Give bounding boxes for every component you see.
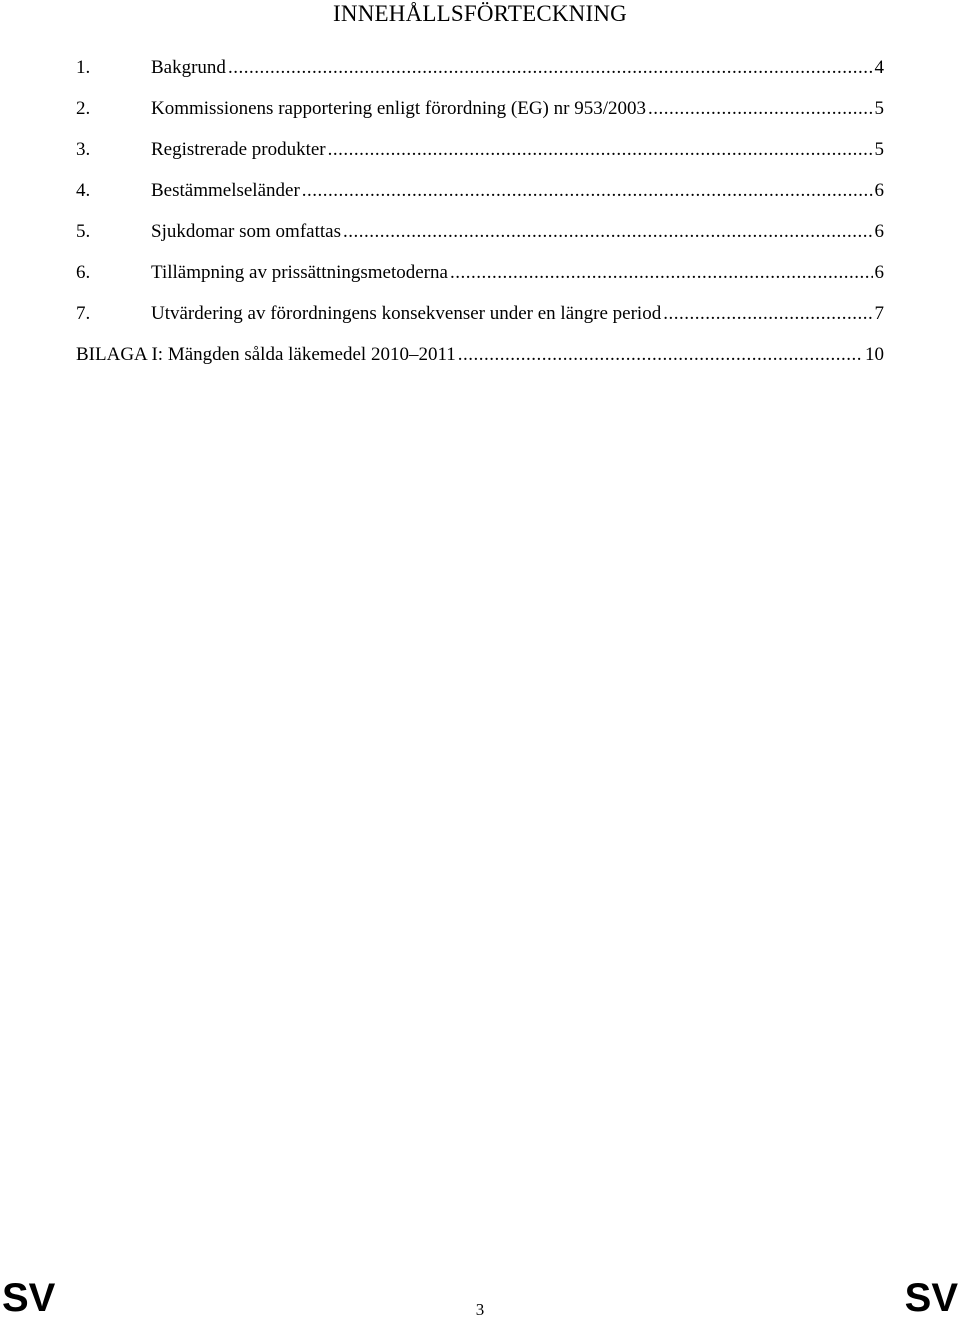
toc-entry-4[interactable] bbox=[76, 178, 884, 219]
page-title: INNEHÅLLSFÖRTECKNING bbox=[333, 1, 627, 26]
toc-entry-number: 5. bbox=[76, 221, 91, 242]
toc-entry-number: 1. bbox=[76, 57, 91, 78]
toc-entry-1[interactable] bbox=[76, 55, 884, 96]
page-number: 3 bbox=[475, 1300, 485, 1319]
toc-entry-title: Bestämmelseländer bbox=[151, 180, 300, 201]
language-code-left: SV bbox=[2, 1276, 56, 1320]
toc-entry-page: 5 bbox=[874, 139, 884, 160]
toc-entry-page: 6 bbox=[874, 262, 884, 283]
toc-entry-title: Utvärdering av förordningens konsekvenser under en längre period bbox=[151, 303, 662, 324]
toc-entry-number: 7. bbox=[76, 303, 91, 324]
toc-entry-title: BILAGA I: Mängden sålda läkemedel 2010–2011 bbox=[76, 344, 456, 365]
toc-entry-title: Sjukdomar som omfattas bbox=[151, 221, 341, 242]
toc-dot-leader bbox=[228, 55, 873, 81]
toc-entry-number: 3. bbox=[76, 139, 91, 160]
language-code-right: SV bbox=[904, 1276, 958, 1320]
toc-dot-leader bbox=[302, 178, 873, 204]
toc-entry-title: Registrerade produkter bbox=[151, 139, 326, 160]
toc-dot-leader bbox=[458, 342, 863, 368]
toc-entry-page: 5 bbox=[874, 98, 884, 119]
toc-entry-title: Kommissionens rapportering enligt förordning (EG) nr 953/2003 bbox=[151, 98, 646, 119]
toc-entry-number: 2. bbox=[76, 98, 91, 119]
toc-entry-number: 4. bbox=[76, 180, 91, 201]
toc-entry-6[interactable] bbox=[76, 260, 884, 301]
toc-dot-leader bbox=[663, 301, 872, 327]
toc-entry-page: 6 bbox=[874, 180, 884, 201]
toc-entry-page: 4 bbox=[874, 57, 884, 78]
toc-entry-title: Tillämpning av prissättningsmetoderna bbox=[151, 262, 448, 283]
toc-entry-page: 7 bbox=[874, 303, 884, 324]
table-of-contents bbox=[76, 55, 884, 372]
toc-entry-page: 6 bbox=[874, 221, 884, 242]
toc-dot-leader bbox=[450, 260, 873, 286]
toc-entry-7[interactable] bbox=[76, 301, 884, 342]
toc-entry-2[interactable] bbox=[76, 96, 884, 137]
toc-dot-leader bbox=[648, 96, 873, 122]
toc-entry-title: Bakgrund bbox=[151, 57, 226, 78]
toc-entry-page: 10 bbox=[865, 344, 884, 365]
toc-entry-3[interactable] bbox=[76, 137, 884, 178]
toc-entry-appendix[interactable] bbox=[76, 342, 884, 372]
toc-entry-number: 6. bbox=[76, 262, 91, 283]
toc-entry-5[interactable] bbox=[76, 219, 884, 260]
toc-dot-leader bbox=[328, 137, 873, 163]
toc-dot-leader bbox=[343, 219, 873, 245]
